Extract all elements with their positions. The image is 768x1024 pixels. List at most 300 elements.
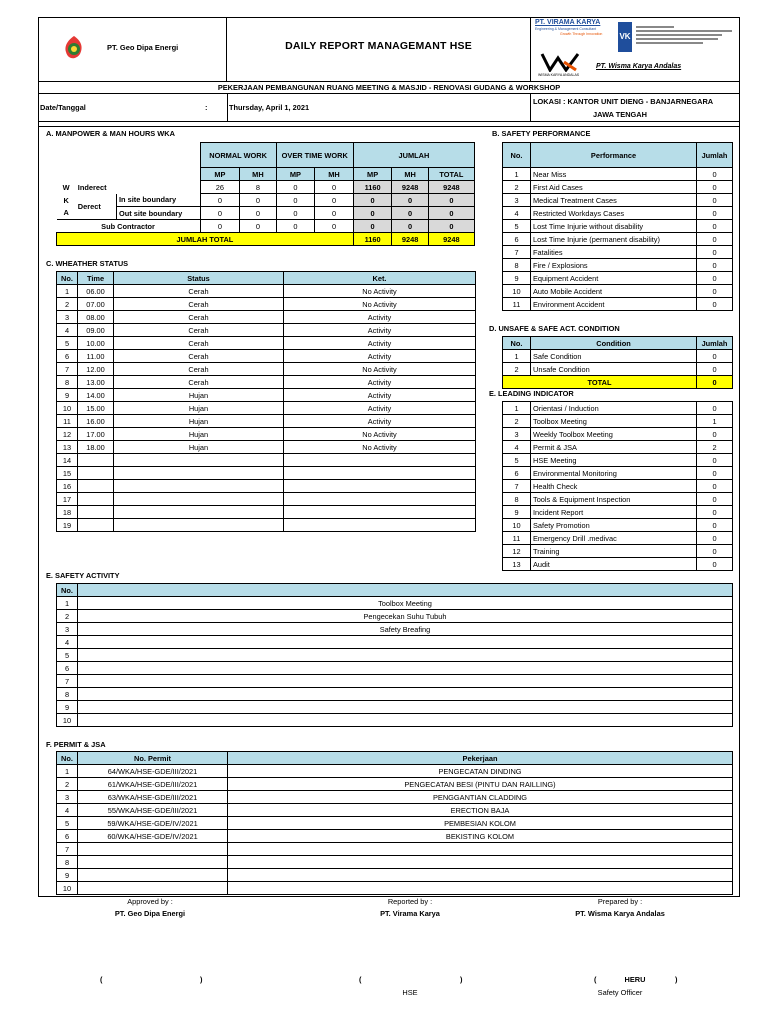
table-cell: 2 [503,415,531,428]
virama-karya-tag: Growth Through Innovation [560,32,603,36]
table-cell: 18 [57,506,78,519]
total-cell: 9248 [428,233,474,246]
table-cell: 63/WKA/HSE-GDE/III/2021 [78,791,228,804]
cell: 0 [392,194,428,207]
table-row [57,480,476,493]
table-row [57,415,476,428]
table-row [503,246,733,259]
row-label: Out site boundary [117,207,201,220]
table-cell: 0 [697,454,733,467]
cell: 0 [428,207,474,220]
table-row [503,233,733,246]
table-cell [78,843,228,856]
table-cell: 1 [57,765,78,778]
cell: Unsafe Condition [531,363,697,376]
wka-letter: A [63,208,69,218]
table-cell: 8 [503,493,531,506]
table-row [57,843,733,856]
unsafe-table [502,336,733,389]
total-cell: 1160 [353,233,392,246]
table-cell: Lost Time Injurie (permanent disability) [531,233,697,246]
table-cell: 9 [57,701,78,714]
signature-paren-open: ( [100,975,103,984]
col-no: No. [57,752,78,765]
table-cell: Audit [531,558,697,571]
table-cell: 6 [57,350,78,363]
table-cell: 10.00 [78,337,114,350]
table-cell [114,454,284,467]
table-cell [78,869,228,882]
table-cell: 13 [57,441,78,454]
table-row [503,558,733,571]
table-cell: 06.00 [78,285,114,298]
table-cell: No Activity [284,285,476,298]
geo-dipa-logo [62,34,86,62]
table-cell: 12 [503,545,531,558]
table-cell: 12 [57,428,78,441]
table-cell: 6 [57,662,78,675]
col-mh: MH [315,168,354,181]
signature-role: HSE [402,988,418,997]
table-cell: 59/WKA/HSE-GDE/IV/2021 [78,817,228,830]
table-row [503,545,733,558]
wka-logo-text: PT. Wisma Karya Andalas [596,63,682,70]
cell: 0 [315,220,354,233]
table-cell [78,662,733,675]
table-cell: 10 [503,519,531,532]
table-row [503,272,733,285]
table-cell: 4 [57,324,78,337]
vk-logo-icon: VK [618,22,632,52]
table-cell: PENGECATAN BESI (PINTU DAN RAILLING) [228,778,733,791]
table-cell: 64/WKA/HSE-GDE/III/2021 [78,765,228,778]
table-cell: Fatalities [531,246,697,259]
row-label: Inderect [76,181,200,194]
table-cell: Restricted Workdays Cases [531,207,697,220]
wka-letter: K [63,195,69,205]
table-row [57,324,476,337]
table-row [57,649,733,662]
signature-company: PT. Geo Dipa Energi [114,909,186,918]
table-cell: Hujan [114,389,284,402]
cell: 0 [240,220,276,233]
permit-table [56,751,733,895]
col-jumlah: Jumlah [697,337,733,350]
col-activity [78,584,733,597]
wka-logo-sub: WISMA KARYA ANDALAS [538,73,580,77]
table-cell: Activity [284,389,476,402]
performance-title: B. SAFETY PERFORMANCE [492,129,591,138]
table-cell: 1 [57,597,78,610]
table-cell [284,493,476,506]
table-row [57,688,733,701]
table-row [57,830,733,843]
row-label: In site boundary [117,194,201,207]
table-cell: 0 [697,272,733,285]
cell: 0 [240,207,276,220]
col-ket: Ket. [284,272,476,285]
table-cell: No Activity [284,363,476,376]
cell: Safe Condition [531,350,697,363]
table-row [57,350,476,363]
vk-address-lines [636,24,732,46]
table-cell: No Activity [284,428,476,441]
table-row [503,519,733,532]
table-cell: 8 [57,688,78,701]
signature-name: HERU [624,975,646,984]
table-row [57,389,476,402]
table-cell: 16.00 [78,415,114,428]
col-jumlah: Jumlah [697,143,733,168]
rule [38,126,740,127]
table-cell: 1 [503,168,531,181]
safety-title: E. SAFETY ACTIVITY [46,571,120,580]
cell: 0 [315,181,354,194]
table-cell: 6 [57,830,78,843]
permit-title: F. PERMIT & JSA [46,740,106,749]
cell: 9248 [428,181,474,194]
table-cell: 55/WKA/HSE-GDE/III/2021 [78,804,228,817]
table-cell: Environment Accident [531,298,697,311]
table-cell: 3 [503,194,531,207]
table-cell: Permit & JSA [531,441,697,454]
table-row [503,259,733,272]
table-cell: 18.00 [78,441,114,454]
blank [117,168,201,181]
report-title: DAILY REPORT MANAGEMANT HSE [285,40,472,52]
table-row [503,220,733,233]
table-cell: 6 [503,233,531,246]
table-row [57,714,733,727]
table-row [503,532,733,545]
table-cell: 9 [57,389,78,402]
table-cell: PENGGANTIAN CLADDING [228,791,733,804]
table-row [503,402,733,415]
unsafe-title: D. UNSAFE & SAFE ACT. CONDITION [489,324,620,333]
table-row [503,285,733,298]
table-cell: 5 [57,337,78,350]
table-cell: First Aid Cases [531,181,697,194]
virama-karya-logo-text: PT. VIRAMA KARYA [535,19,601,26]
signature-paren-open: ( [359,975,362,984]
unsafe-total-value: 0 [697,376,733,389]
table-cell [78,688,733,701]
table-cell: Environmental Monitoring [531,467,697,480]
table-cell: 60/WKA/HSE-GDE/IV/2021 [78,830,228,843]
col-performance: Performance [531,143,697,168]
table-cell: Activity [284,311,476,324]
table-cell: 0 [697,246,733,259]
table-row [57,467,476,480]
col-no: No. [57,584,78,597]
table-cell [78,506,114,519]
table-cell: 12.00 [78,363,114,376]
signature-paren-close: ) [460,975,463,984]
col-condition: Condition [531,337,697,350]
table-cell: 8 [57,856,78,869]
date-label: Date/Tanggal [40,103,86,112]
table-cell: 7 [57,363,78,376]
col-mp: MP [353,168,392,181]
col-mh: MH [240,168,276,181]
table-cell: Activity [284,376,476,389]
jumlah-total-label: JUMLAH TOTAL [57,233,354,246]
table-cell: 19 [57,519,78,532]
table-cell: Toolbox Meeting [78,597,733,610]
table-row [57,506,476,519]
cell: 0 [240,194,276,207]
wka-logo-icon [540,52,580,72]
table-cell: Hujan [114,402,284,415]
table-cell: Cerah [114,376,284,389]
table-cell: 3 [57,791,78,804]
table-cell: 11.00 [78,350,114,363]
unsafe-total-label: TOTAL [503,376,697,389]
table-cell: Cerah [114,311,284,324]
rule [38,81,740,82]
cell: 0 [353,194,392,207]
table-cell: 0 [697,207,733,220]
table-cell [78,636,733,649]
table-row [503,194,733,207]
table-cell [284,519,476,532]
table-cell: 3 [57,311,78,324]
weather-table [56,271,476,532]
table-cell: 0 [697,233,733,246]
col-time: Time [78,272,114,285]
table-cell [284,506,476,519]
col-mp: MP [200,168,240,181]
cell: 0 [315,194,354,207]
table-cell: Cerah [114,363,284,376]
company-left: PT. Geo Dipa Energi [107,43,179,52]
signature-paren-close: ) [200,975,203,984]
table-row [57,817,733,830]
table-row [57,778,733,791]
group-overtime-work: OVER TIME WORK [276,143,353,168]
table-cell [78,493,114,506]
table-row [57,285,476,298]
table-cell: 0 [697,220,733,233]
table-row [503,181,733,194]
table-cell [78,467,114,480]
table-row [57,623,733,636]
table-row [57,662,733,675]
table-cell [78,856,228,869]
table-row [57,804,733,817]
signature-label: Reported by : [387,897,433,906]
table-row [503,467,733,480]
table-cell: 13 [503,558,531,571]
table-cell: 0 [697,194,733,207]
table-cell: 4 [57,804,78,817]
table-row [503,454,733,467]
table-cell: 9 [503,506,531,519]
table-cell: 15.00 [78,402,114,415]
table-cell: 0 [697,467,733,480]
table-row [57,441,476,454]
table-cell: Medical Treatment Cases [531,194,697,207]
group-normal-work: NORMAL WORK [200,143,276,168]
table-cell: Training [531,545,697,558]
table-cell: Cerah [114,298,284,311]
table-cell: 0 [697,259,733,272]
table-cell: 0 [697,181,733,194]
col-pekerjaan: Pekerjaan [228,752,733,765]
table-row [57,376,476,389]
cell: 0 [353,207,392,220]
cell: 9248 [392,181,428,194]
table-row [503,415,733,428]
table-cell [114,467,284,480]
table-cell: Cerah [114,337,284,350]
table-cell: 11 [57,415,78,428]
table-cell: PEMBESIAN KOLOM [228,817,733,830]
table-cell: 0 [697,402,733,415]
table-cell: 10 [57,714,78,727]
safety-table [56,583,733,727]
table-cell [78,701,733,714]
table-cell: 2 [503,181,531,194]
rule [38,93,740,94]
table-cell: Emergency Drill .medivac [531,532,697,545]
table-cell: 11 [503,532,531,545]
table-cell: 0 [697,285,733,298]
table-cell: 7 [503,480,531,493]
table-row [57,493,476,506]
table-cell: 3 [503,428,531,441]
table-cell: 14 [57,454,78,467]
table-cell: 07.00 [78,298,114,311]
table-cell [114,480,284,493]
table-cell: 5 [57,649,78,662]
table-cell [78,714,733,727]
table-cell [284,454,476,467]
table-row [503,298,733,311]
col-no: No. [57,272,78,285]
table-cell: 0 [697,480,733,493]
cell: 0 [697,350,733,363]
table-cell: 0 [697,493,733,506]
table-cell: Activity [284,402,476,415]
col-status: Status [114,272,284,285]
table-row [503,441,733,454]
table-cell [228,843,733,856]
table-cell: Tools & Equipment Inspection [531,493,697,506]
table-row [57,298,476,311]
table-row [503,207,733,220]
blank [117,143,201,168]
total-cell: 9248 [392,233,428,246]
table-cell: Cerah [114,350,284,363]
table-cell: HSE Meeting [531,454,697,467]
table-cell: 1 [57,285,78,298]
table-cell: 10 [57,882,78,895]
leading-title: E. LEADING INDICATOR [489,389,574,398]
cell: 0 [697,363,733,376]
table-cell: 1 [503,402,531,415]
project-title: PEKERJAAN PEMBANGUNAN RUANG MEETING & MASJID - RENOVASI GUDANG & WORKSHOP [217,83,561,92]
table-row [57,856,733,869]
leading-table [502,401,733,571]
table-cell: 2 [57,610,78,623]
table-cell [228,882,733,895]
table-cell: 7 [57,675,78,688]
location-2: JAWA TENGAH [593,110,647,119]
table-row [57,454,476,467]
table-cell: 8 [57,376,78,389]
col-total: TOTAL [428,168,474,181]
signature-paren-close: ) [675,975,678,984]
rule [38,121,740,122]
table-cell: Fire / Explosions [531,259,697,272]
table-cell: 9 [57,869,78,882]
table-cell [78,649,733,662]
cell: 1160 [353,181,392,194]
table-cell: Cerah [114,285,284,298]
table-cell: 4 [503,441,531,454]
table-row [57,610,733,623]
table-cell: Toolbox Meeting [531,415,697,428]
table-cell: Hujan [114,428,284,441]
table-cell: Safety Promotion [531,519,697,532]
table-cell: 14.00 [78,389,114,402]
table-cell [114,493,284,506]
table-cell: 10 [57,402,78,415]
col-no: No. [503,337,531,350]
manpower-title: A. MANPOWER & MAN HOURS WKA [46,129,175,138]
table-cell: 0 [697,168,733,181]
table-cell: 4 [503,207,531,220]
table-cell: 16 [57,480,78,493]
table-cell: Safety Breafing [78,623,733,636]
table-row [57,636,733,649]
table-cell: Incident Report [531,506,697,519]
blank [76,168,117,181]
table-cell: No Activity [284,298,476,311]
table-cell [78,454,114,467]
table-cell: Orientasi / Induction [531,402,697,415]
table-cell: Hujan [114,441,284,454]
table-cell: Activity [284,350,476,363]
table-cell: 0 [697,428,733,441]
col-mp: MP [276,168,315,181]
wka-letter: W [62,182,70,192]
table-cell [114,519,284,532]
table-row [503,506,733,519]
table-cell: 11 [503,298,531,311]
blank [57,143,76,168]
date-divider [227,93,228,121]
date-colon: : [205,103,208,112]
table-cell [78,519,114,532]
table-cell: 0 [697,506,733,519]
cell: 0 [276,194,315,207]
table-row [57,701,733,714]
signature-company: PT. Wisma Karya Andalas [575,909,665,918]
date-value: Thursday, April 1, 2021 [229,103,310,112]
row-label: Sub Contractor [57,220,201,233]
table-row [57,597,733,610]
cell: 0 [200,220,240,233]
table-cell [78,675,733,688]
table-cell [284,480,476,493]
cell: 0 [200,194,240,207]
cell: 0 [276,181,315,194]
cell: 0 [392,207,428,220]
table-cell: Pengecekan Suhu Tubuh [78,610,733,623]
table-cell: 9 [503,272,531,285]
